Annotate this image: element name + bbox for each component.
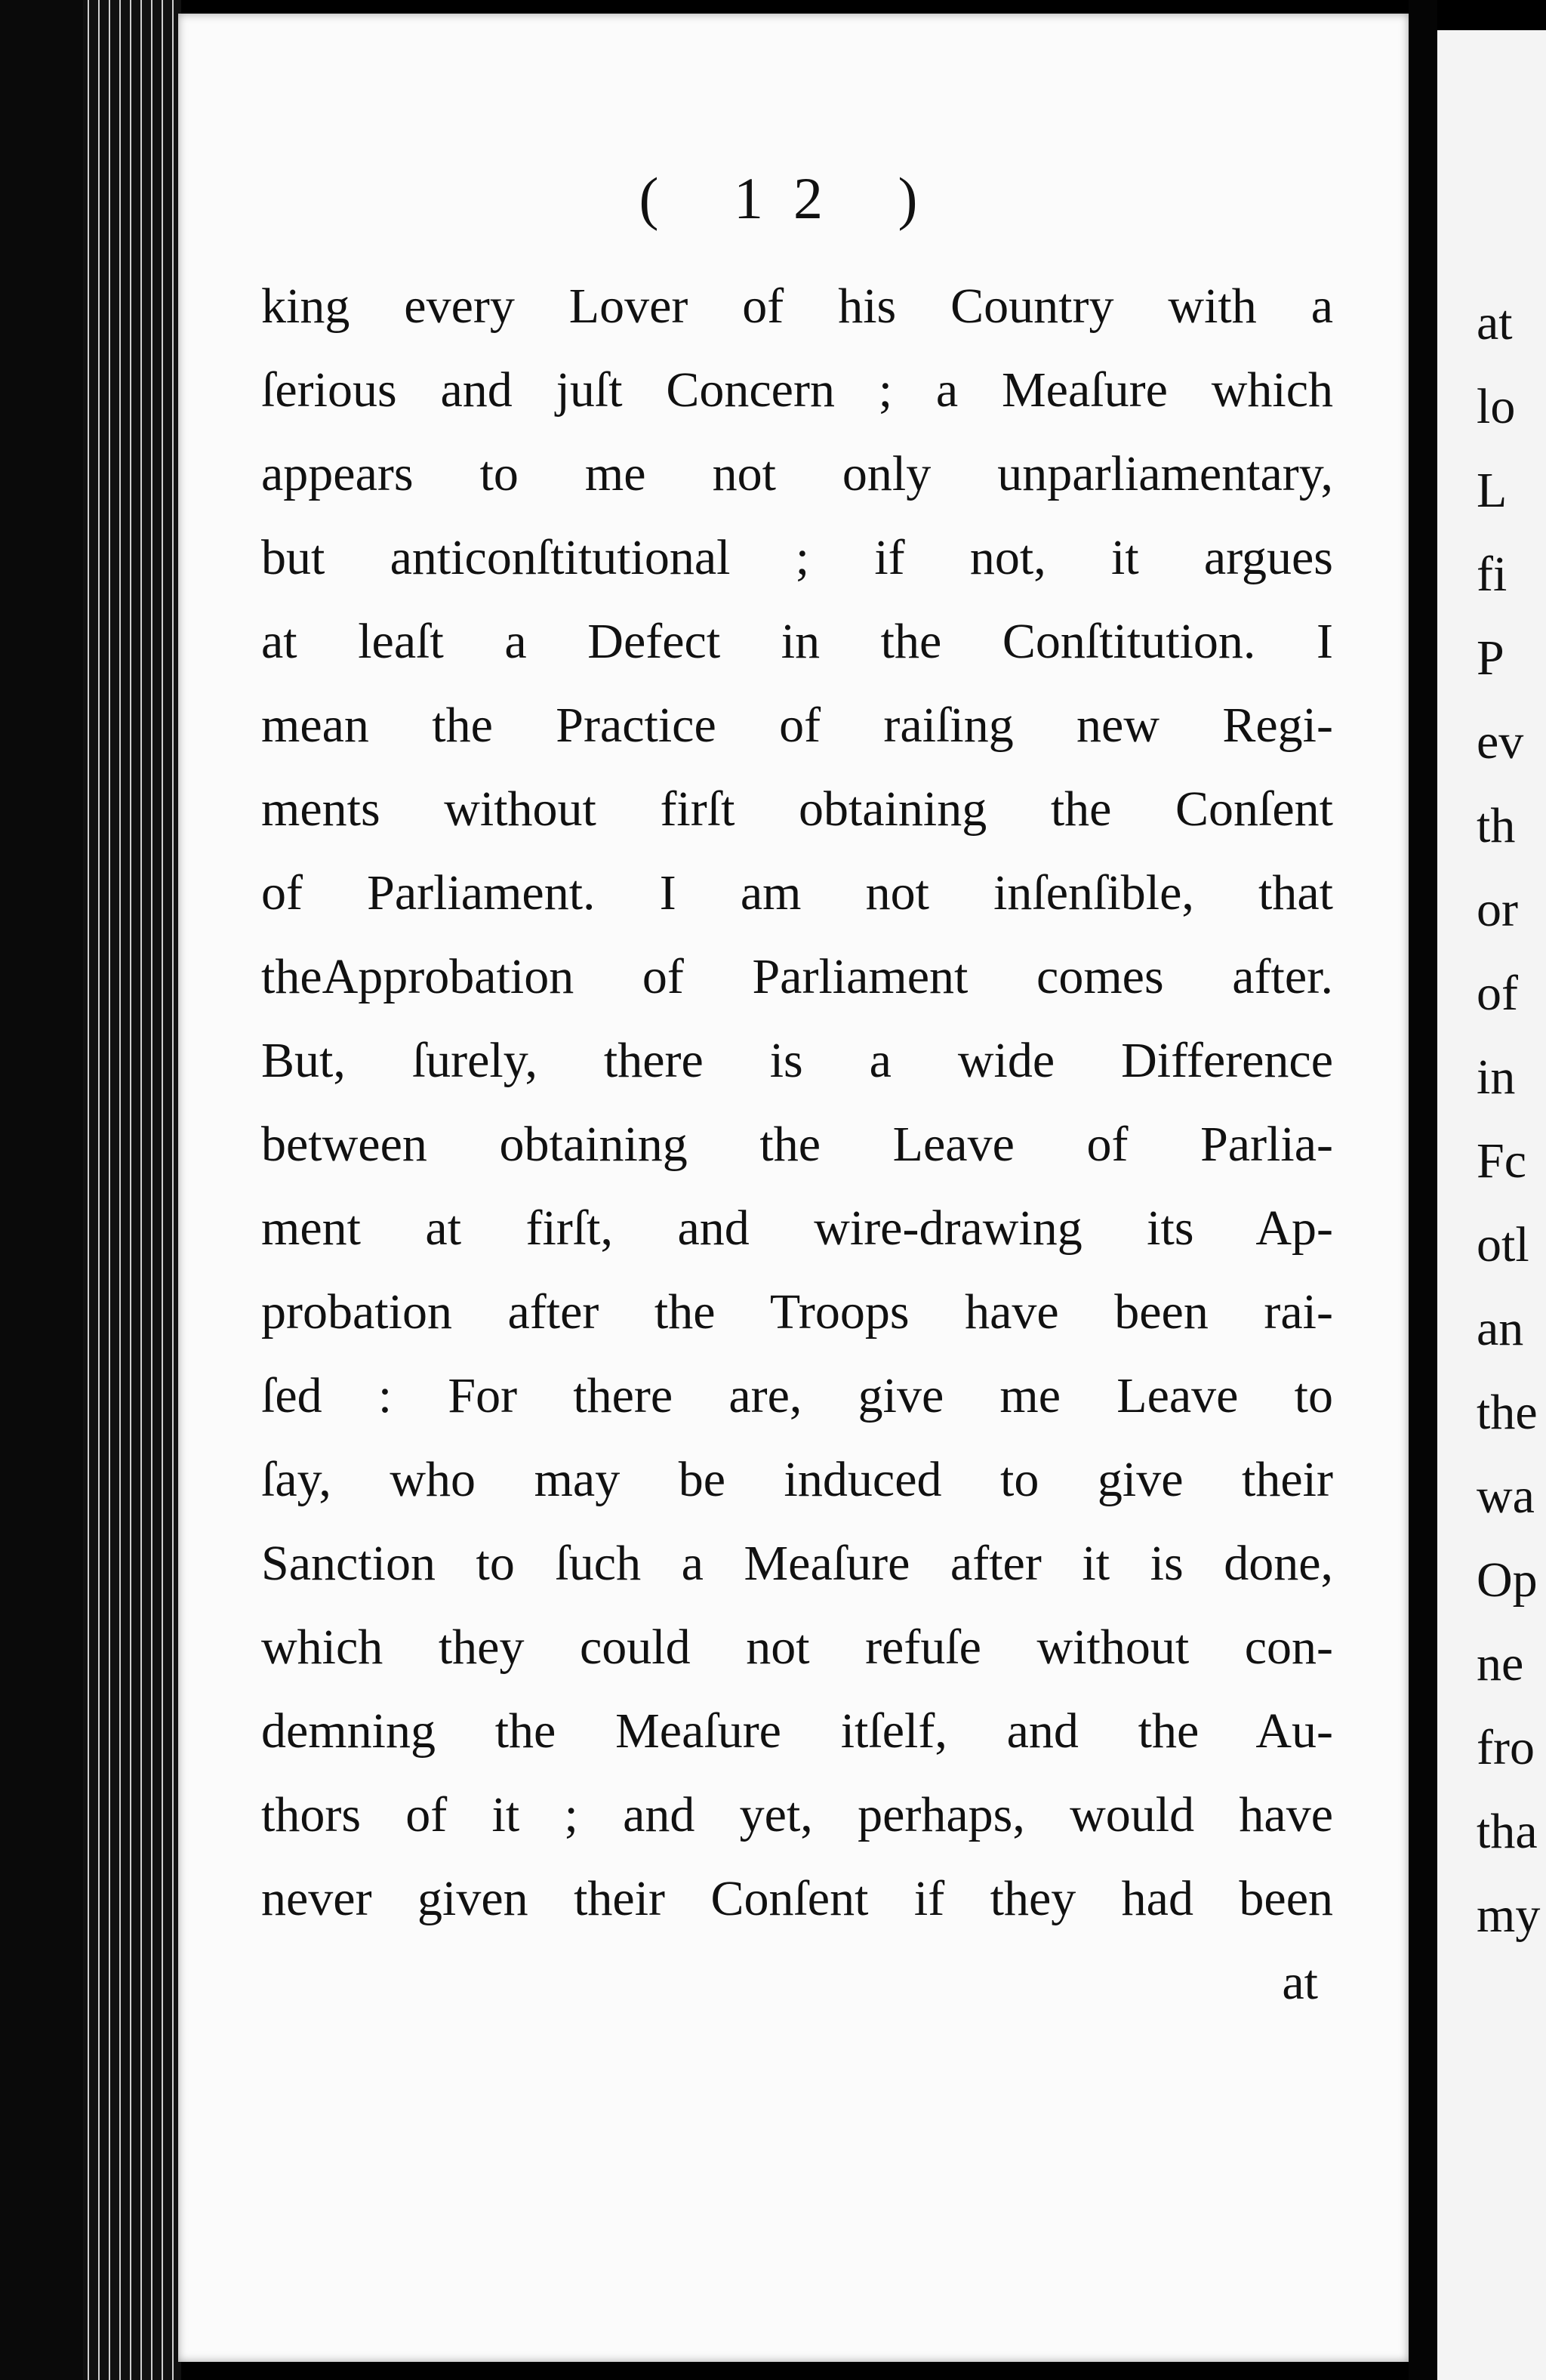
facing-line-fragment: in — [1477, 1050, 1516, 1105]
facing-line-fragment: tha — [1477, 1804, 1538, 1859]
text-line: theApprobation of Parliament comes after. — [261, 949, 1333, 1004]
text-line: king every Lover of his Country with a — [261, 279, 1333, 334]
text-line: between obtaining the Leave of Parlia- — [261, 1117, 1333, 1172]
facing-line-fragment: Fc — [1477, 1133, 1526, 1188]
text-line: ſay, who may be induced to give their — [261, 1452, 1333, 1507]
facing-line-fragment: of — [1477, 966, 1518, 1021]
book-page — [178, 14, 1409, 2362]
facing-page-text — [1477, 281, 1540, 1957]
text-line: at leaſt a Defect in the Conſtitution. I — [261, 614, 1333, 669]
text-line: But, ſurely, there is a wide Difference — [261, 1033, 1333, 1088]
catchword: at — [1282, 1955, 1318, 2010]
text-line: thors of it ; and yet, perhaps, would have — [261, 1787, 1333, 1842]
facing-line-fragment: wa — [1477, 1469, 1535, 1524]
facing-line-fragment: P — [1477, 630, 1504, 686]
text-line: ſed : For there are, give me Leave to — [261, 1368, 1333, 1423]
text-line: but anticonſtitutional ; if not, it argues — [261, 530, 1333, 585]
text-line: ments without firſt obtaining the Conſent — [261, 782, 1333, 837]
facing-line-fragment: fro — [1477, 1720, 1535, 1775]
facing-line-fragment: the — [1477, 1385, 1538, 1440]
facing-page — [1437, 30, 1546, 2380]
text-line: appears to me not only unparliamentary, — [261, 446, 1333, 501]
facing-line-fragment: at — [1477, 295, 1513, 350]
facing-line-fragment: my — [1477, 1888, 1541, 1943]
facing-line-fragment: Op — [1477, 1552, 1538, 1608]
page-stack-edges — [83, 0, 181, 2380]
text-line: which they could not refuſe without con- — [261, 1620, 1333, 1675]
facing-line-fragment: otl — [1477, 1217, 1529, 1272]
facing-line-fragment: lo — [1477, 379, 1516, 434]
text-line: probation after the Troops have been rai- — [261, 1284, 1333, 1340]
facing-line-fragment: an — [1477, 1301, 1524, 1356]
page-number: ( 12 ) — [639, 165, 948, 231]
facing-line-fragment: or — [1477, 882, 1518, 937]
facing-line-fragment: ne — [1477, 1636, 1524, 1691]
facing-line-fragment: fi — [1477, 547, 1508, 602]
text-line: Sanction to ſuch a Meaſure after it is done, — [261, 1536, 1333, 1591]
facing-line-fragment: L — [1477, 463, 1508, 518]
facing-line-fragment: th — [1477, 798, 1516, 853]
text-line: mean the Practice of raiſing new Regi- — [261, 698, 1333, 753]
text-line: demning the Meaſure itſelf, and the Au- — [261, 1703, 1333, 1759]
text-line: never given their Conſent if they had been — [261, 1871, 1333, 1926]
text-line: ment at firſt, and wire-drawing its Ap- — [261, 1201, 1333, 1256]
page-gutter — [1409, 0, 1437, 2380]
text-line: ſerious and juſt Concern ; a Meaſure which — [261, 362, 1333, 418]
page-body-text — [261, 264, 1333, 1941]
text-line: of Parliament. I am not inſenſible, that — [261, 865, 1333, 920]
facing-line-fragment: ev — [1477, 714, 1524, 769]
